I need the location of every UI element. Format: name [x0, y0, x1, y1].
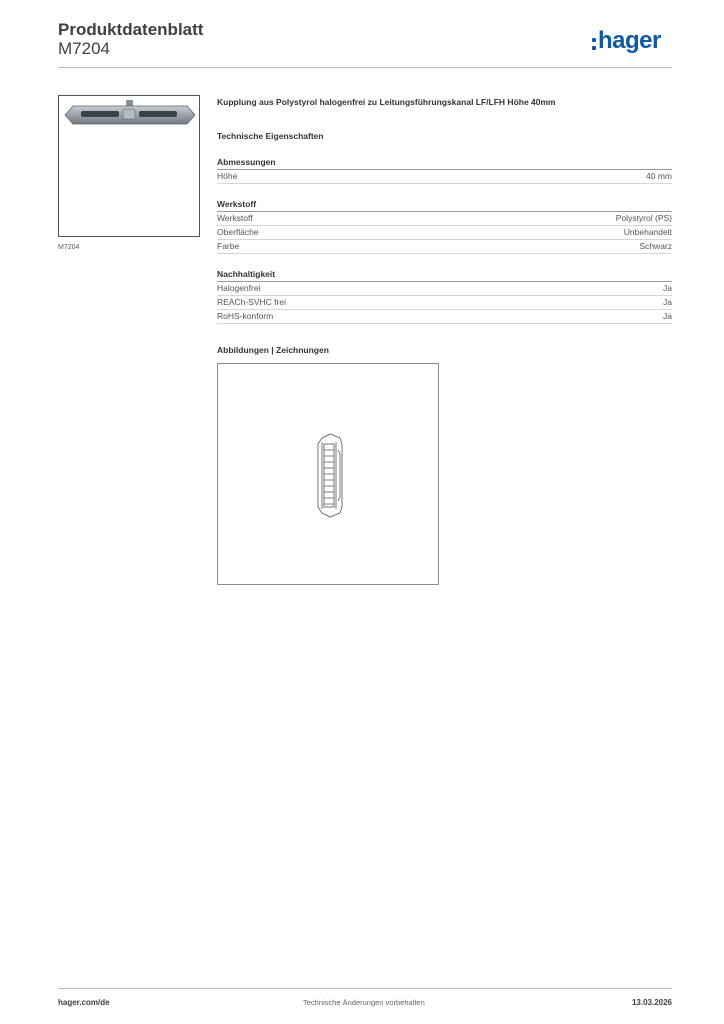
property-label: REACh-SVHC frei	[217, 297, 286, 307]
property-label: Halogenfrei	[217, 283, 261, 293]
property-row	[217, 310, 672, 324]
property-label: RoHS-konform	[217, 311, 274, 321]
footer-divider	[58, 988, 672, 989]
coupling-image-icon	[59, 96, 199, 236]
product-image	[58, 95, 200, 237]
property-value: Ja	[663, 283, 672, 293]
property-value: 40 mm	[646, 171, 672, 181]
property-label: Höhe	[217, 171, 238, 181]
property-row	[217, 282, 672, 296]
group-title: Abmessungen	[217, 156, 672, 170]
property-label: Farbe	[217, 241, 240, 251]
property-label: Oberfläche	[217, 227, 259, 237]
coupling-drawing-icon	[218, 364, 438, 584]
property-value: Unbehandelt	[623, 227, 672, 237]
property-label: Werkstoff	[217, 213, 253, 223]
hager-logo	[592, 26, 661, 56]
logo-text: hager	[598, 27, 661, 54]
property-row	[217, 226, 672, 240]
product-description: Kupplung aus Polystyrol halogenfrei zu Leitungsführungskanal LF/LFH Höhe 40mm	[217, 97, 556, 107]
group-title: Werkstoff	[217, 198, 672, 212]
property-value: Polystyrol (PS)	[615, 213, 672, 223]
product-details	[217, 96, 672, 585]
group-abmessungen	[217, 156, 672, 184]
group-werkstoff	[217, 198, 672, 254]
properties-heading: Technische Eigenschaften	[217, 131, 324, 141]
property-row	[217, 212, 672, 226]
footer-website: hager.com/de	[58, 998, 110, 1007]
image-caption: M7204	[58, 244, 80, 251]
footer-disclaimer: Technische Änderungen vorbehalten	[303, 998, 425, 1007]
footer-date: 13.03.2026	[631, 998, 672, 1007]
logo-dots-icon	[592, 38, 596, 50]
property-value: Ja	[663, 311, 672, 321]
property-row	[217, 240, 672, 254]
property-row	[217, 296, 672, 310]
drawings-heading: Abbildungen | Zeichnungen	[217, 345, 329, 355]
property-value: Schwarz	[639, 241, 672, 251]
header-divider	[58, 67, 672, 68]
group-title: Nachhaltigkeit	[217, 268, 672, 282]
document-title: Produktdatenblatt	[58, 20, 204, 39]
article-number: M7204	[58, 39, 110, 58]
group-nachhaltigkeit	[217, 268, 672, 324]
property-row	[217, 170, 672, 184]
technical-drawing	[217, 363, 439, 585]
property-value: Ja	[663, 297, 672, 307]
